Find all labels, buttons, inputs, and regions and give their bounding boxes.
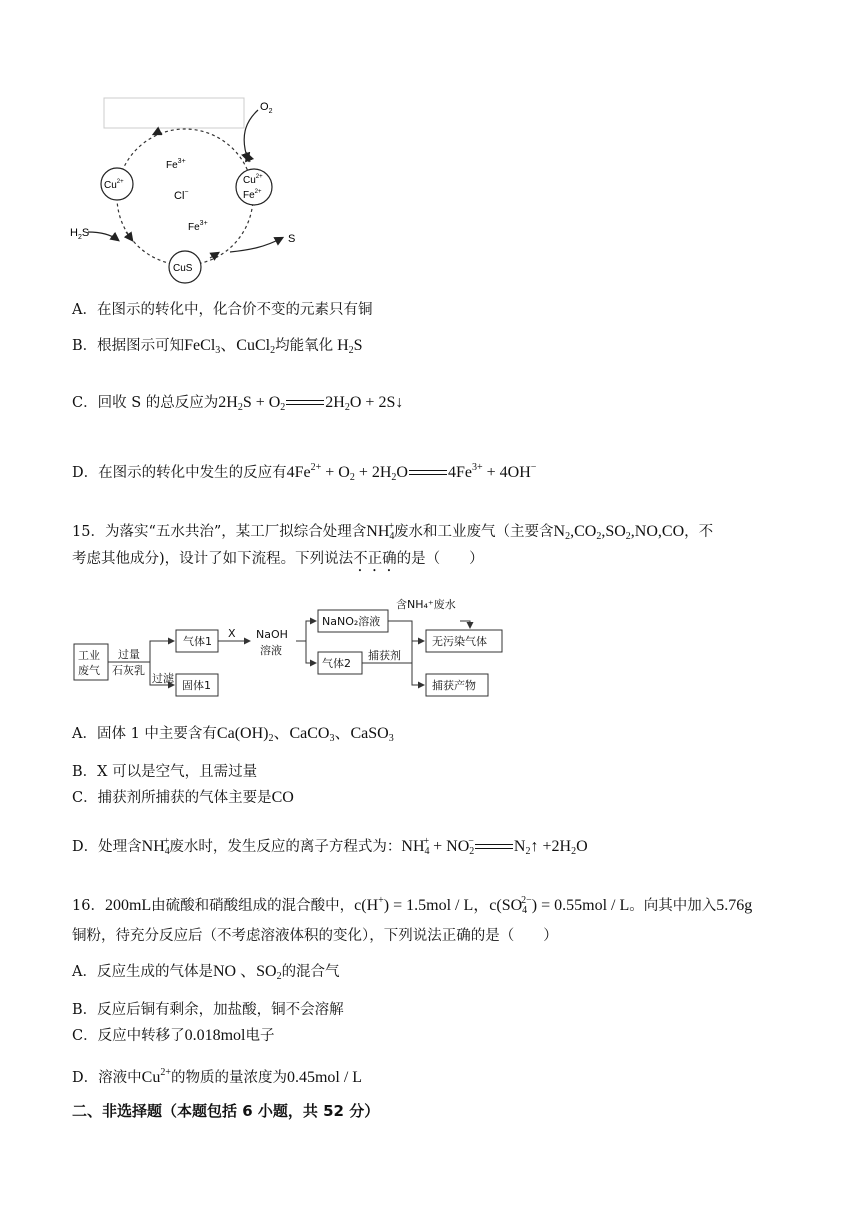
label-nano2: NaNO₂溶液 <box>322 615 381 628</box>
q15-flow-chart <box>70 592 510 704</box>
label-naoh-1: NaOH <box>256 628 288 641</box>
q16-option-c: C．反应中转移了0.018mol电子 <box>72 1027 275 1044</box>
q15-stem-line2: 考虑其他成分)，设计了如下流程。下列说法不正确的是（ ） <box>72 551 484 567</box>
label-pollution-free: 无污染气体 <box>432 635 487 648</box>
section-title: 二、非选择题（本题包括 6 小题，共 52 分） <box>72 1102 380 1120</box>
q16-stem-line2: 铜粉，待充分反应后（不考虑溶液体积的变化），下列说法正确的是（ ） <box>72 928 558 944</box>
q15-stem-line1: 15．为落实“五水共治”，某工厂拟综合处理含$NH_4^+$废水和工业废气（主要含$N_2,CO_2,SO_2,NO,CO$，不 <box>72 521 714 542</box>
q16-stem-line1: 16．200mL由硫酸和硝酸组成的混合酸中，c(H+) = 1.5mol / L，$c(SO_4^{2-}) = 0.55mol / L$。向其中加入5.76g <box>72 895 753 916</box>
q16-option-d: D．溶液中$Cu^{2+}$的物质的量浓度为0.45mol / L <box>72 1067 363 1086</box>
label-excess: 过量 <box>118 648 140 661</box>
label-industrial-1: 工业 <box>78 649 100 662</box>
cycle-ring <box>117 129 253 265</box>
label-gas2: 气体2 <box>322 657 351 670</box>
label-solid1: 固体1 <box>182 679 211 692</box>
cus-label: CuS <box>173 263 193 274</box>
q16-option-b: B．反应后铜有剩余，加盐酸，铜不会溶解 <box>72 1002 344 1018</box>
s-label: S <box>288 233 296 245</box>
q15-option-b: B．X 可以是空气，且需过量 <box>72 764 258 780</box>
label-wastewater: 含NH₄⁺废水 <box>396 598 456 611</box>
cl-label: Cl− <box>174 189 189 202</box>
q16-option-a: A．反应生成的气体是NO 、$SO_2$的混合气 <box>72 963 340 982</box>
q14-option-a: A．在图示的转化中，化合价不变的元素只有铜 <box>72 302 373 318</box>
q14-option-c: C．回收 S 的总反应为$2H_2S + O_2$ $2H_2O$ + 2S↓ <box>72 394 404 413</box>
q15-option-c: C．捕获剂所捕获的气体主要是CO <box>72 789 294 806</box>
label-capture-product: 捕获产物 <box>432 679 476 692</box>
cu2-left-label: $Cu^{2+}$ <box>104 179 124 191</box>
label-x: X <box>228 627 236 640</box>
q14-option-b: B．根据图示可知FeCl$_3$、CuCl$_2$均能氧化 $H_2S$ <box>72 337 363 356</box>
label-gas1: 气体1 <box>183 635 212 648</box>
q14-option-d: D．在图示的转化中发生的反应有$4Fe^{2+} + O_2 + 2H_2O$ $4Fe^{3+} + 4OH^-$ <box>72 462 537 483</box>
fe3-bottom-label: $Fe^{3+}$ <box>188 220 208 233</box>
q15-option-a: A．固体 1 中主要含有$Ca(OH)_2$、CaCO$_3$、CaSO$_3$ <box>72 725 394 744</box>
fe2-right-label: $Fe^{2+}$ <box>243 189 262 201</box>
h2s-label: $H_2S$ <box>70 227 90 241</box>
q15-option-d: D．处理含$NH_4^+$废水时，发生反应的离子方程式为：$NH_4^+ + NO_2^-$ $N_2↑ +2H_2O$ <box>72 836 588 857</box>
cycle-diagram <box>60 92 320 292</box>
label-naoh-2: 溶液 <box>260 644 282 657</box>
label-capture-agent: 捕获剂 <box>368 649 401 662</box>
label-lime-milk: 石灰乳 <box>112 664 145 677</box>
label-industrial-2: 废气 <box>78 664 100 677</box>
fe3-top-label: $Fe^{3+}$ <box>166 158 186 171</box>
o2-label: $O_2$ <box>260 101 273 115</box>
cu2-right-label: $Cu^{2+}$ <box>243 174 263 186</box>
label-filter: 过滤 <box>152 672 174 685</box>
